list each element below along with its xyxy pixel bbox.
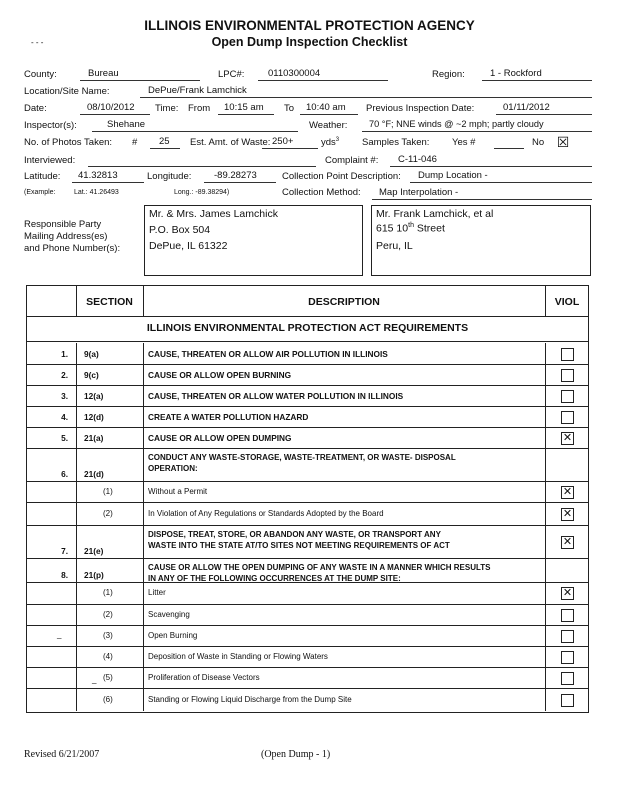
- viol-checkbox[interactable]: [561, 630, 574, 643]
- time-label: Time:: [155, 103, 179, 114]
- viol-checkbox[interactable]: [561, 348, 574, 361]
- photos-label: No. of Photos Taken:: [24, 137, 113, 148]
- collection-method-value[interactable]: Map Interpolation -: [379, 187, 459, 198]
- page-label: (Open Dump - 1): [261, 749, 331, 760]
- row-description: CREATE A WATER POLLUTION HAZARD: [148, 412, 309, 422]
- row-section: (5): [103, 673, 113, 682]
- viol-checkbox[interactable]: [561, 672, 574, 685]
- row-number: 2.: [61, 370, 68, 380]
- row-description: CAUSE OR ALLOW OPEN BURNING: [148, 370, 292, 380]
- row-description: CAUSE OR ALLOW THE OPEN DUMPING OF ANY WASTE IN A MANNER WHICH RESULTS IN ANY OF THE FOLLOWING OCCURRENCES AT THE DUMP SITE:: [148, 563, 491, 583]
- party-label-1: Responsible Party: [24, 219, 102, 230]
- region-value[interactable]: 1 - Rockford: [490, 68, 542, 79]
- longitude-value[interactable]: -89.28273: [214, 170, 257, 181]
- viol-checkbox[interactable]: ✕: [562, 536, 573, 548]
- viol-checkbox[interactable]: [561, 390, 574, 403]
- row-description: CAUSE, THREATEN OR ALLOW WATER POLLUTION IN ILLINOIS: [148, 391, 404, 401]
- collection-point-value[interactable]: Dump Location -: [418, 170, 488, 181]
- row-section: (2): [103, 610, 113, 619]
- latitude-label: Latitude:: [24, 171, 61, 182]
- row-section: 12(a): [84, 391, 104, 401]
- complaint-label: Complaint #:: [325, 155, 379, 166]
- viol-checkbox[interactable]: ✕: [562, 432, 573, 444]
- row-description: Open Burning: [148, 631, 198, 640]
- viol-checkbox[interactable]: ✕: [562, 486, 573, 498]
- collection-point-label: Collection Point Description:: [282, 171, 401, 182]
- revised-date: Revised 6/21/2007: [24, 749, 100, 760]
- row-number: 3.: [61, 391, 68, 401]
- samples-no-label: No: [532, 137, 545, 148]
- lpc-value[interactable]: 0110300004: [268, 68, 321, 79]
- row-number: 6.: [61, 469, 68, 479]
- complaint-value[interactable]: C-11-046: [398, 154, 437, 165]
- to-label: To: [284, 103, 295, 114]
- region-label: Region:: [432, 69, 465, 80]
- party-address-box-1[interactable]: [144, 205, 363, 276]
- samples-no-checkbox[interactable]: ☒: [556, 134, 570, 150]
- row-description: Litter: [148, 588, 166, 597]
- from-label: From: [188, 103, 211, 114]
- col-description-header: DESCRIPTION: [308, 296, 380, 308]
- location-label: Location/Site Name:: [24, 86, 110, 97]
- row-description: In Violation of Any Regulations or Standards Adopted by the Board: [148, 509, 384, 518]
- viol-checkbox[interactable]: ✕: [562, 587, 573, 599]
- party1-line3: DePue, IL 61322: [149, 240, 228, 252]
- row-section: 21(p): [84, 570, 104, 580]
- row-section: 21(d): [84, 469, 104, 479]
- row-number: 4.: [61, 412, 68, 422]
- row-section: 9(c): [84, 370, 99, 380]
- example-label: (Example:: [24, 189, 56, 196]
- interviewed-label: Interviewed:: [24, 155, 76, 166]
- viol-checkbox[interactable]: [561, 694, 574, 707]
- waste-label: Est. Amt. of Waste:: [190, 137, 271, 148]
- party-label-2: Mailing Address(es): [24, 231, 108, 242]
- row-section: (3): [103, 631, 113, 640]
- row-description: CAUSE OR ALLOW OPEN DUMPING: [148, 433, 292, 443]
- viol-checkbox[interactable]: [561, 369, 574, 382]
- row-section: 9(a): [84, 349, 99, 359]
- row-section: (2): [103, 509, 113, 518]
- party2-line2: 615 10th Street: [376, 222, 445, 235]
- row-description: Proliferation of Disease Vectors: [148, 673, 260, 682]
- row-number: 5.: [61, 433, 68, 443]
- example-lat: Lat.: 41.26493: [74, 189, 119, 196]
- party1-line1: Mr. & Mrs. James Lamchick: [149, 208, 278, 220]
- row-description: Without a Permit: [148, 487, 208, 496]
- row-description: CAUSE, THREATEN OR ALLOW AIR POLLUTION IN ILLINOIS: [148, 349, 388, 359]
- photos-value[interactable]: 25: [159, 136, 170, 147]
- weather-value[interactable]: 70 °F; NNE winds @ ~2 mph; partly cloudy: [369, 119, 544, 129]
- location-value[interactable]: DePue/Frank Lamchick: [148, 85, 247, 96]
- row-section: 21(a): [84, 433, 104, 443]
- viol-checkbox[interactable]: ✕: [562, 508, 573, 520]
- party2-line1: Mr. Frank Lamchick, et al: [376, 208, 494, 220]
- col-section-header: SECTION: [86, 296, 133, 308]
- date-value[interactable]: 08/10/2012: [87, 102, 135, 113]
- county-value[interactable]: Bureau: [88, 68, 119, 79]
- latitude-value[interactable]: 41.32813: [78, 170, 118, 181]
- time-from-value[interactable]: 10:15 am: [224, 102, 264, 113]
- row-section: (4): [103, 652, 113, 661]
- example-lon: Long.: -89.38294): [174, 189, 230, 196]
- photos-hash: #: [132, 137, 138, 148]
- waste-value[interactable]: 250+: [272, 136, 294, 147]
- viol-checkbox[interactable]: [561, 609, 574, 622]
- row-section: 12(d): [84, 412, 104, 422]
- row-description: Scavenging: [148, 610, 190, 619]
- party1-line2: P.O. Box 504: [149, 224, 211, 236]
- agency-title: ILLINOIS ENVIRONMENTAL PROTECTION AGENCY: [144, 18, 475, 33]
- prev-inspection-label: Previous Inspection Date:: [366, 103, 475, 114]
- samples-yes-label: Yes #: [452, 137, 476, 148]
- collection-method-label: Collection Method:: [282, 187, 361, 198]
- party-address-box-2[interactable]: [371, 205, 591, 276]
- viol-checkbox[interactable]: [561, 411, 574, 424]
- date-label: Date:: [24, 103, 47, 114]
- group-title: ILLINOIS ENVIRONMENTAL PROTECTION ACT REQUIREMENTS: [146, 322, 469, 334]
- row-section: (6): [103, 695, 113, 704]
- row-number: 8.: [61, 570, 68, 580]
- prev-inspection-value[interactable]: 01/11/2012: [503, 102, 550, 113]
- samples-label: Samples Taken:: [362, 137, 430, 148]
- inspector-value[interactable]: Shehane: [107, 119, 146, 130]
- time-to-value[interactable]: 10:40 am: [306, 102, 346, 113]
- row-description: Standing or Flowing Liquid Discharge from the Dump Site: [148, 695, 352, 704]
- waste-unit: yds$^3$: [321, 137, 340, 149]
- row-description: DISPOSE, TREAT, STORE, OR ABANDON ANY WASTE, OR TRANSPORT ANY WASTE INTO THE STATE AT/TO SITES NOT MEETING REQUIREMENTS OF ACT: [148, 530, 450, 550]
- row-section: (1): [103, 588, 113, 597]
- row-number: 1.: [61, 349, 68, 359]
- margin-mark-1: _: [57, 630, 62, 639]
- row-number: 7.: [61, 546, 68, 556]
- inspector-label: Inspector(s):: [24, 120, 77, 131]
- viol-checkbox[interactable]: [561, 651, 574, 664]
- row-description: CONDUCT ANY WASTE-STORAGE, WASTE-TREATMENT, OR WASTE- DISPOSAL OPERATION:: [148, 453, 456, 473]
- row-description: Deposition of Waste in Standing or Flowing Waters: [148, 652, 328, 661]
- row-section: (1): [103, 487, 113, 496]
- corner-mark: - - -: [31, 38, 44, 47]
- party2-line3: Peru, IL: [376, 240, 413, 252]
- margin-mark-2: _: [92, 675, 97, 684]
- weather-label: Weather:: [309, 120, 348, 131]
- longitude-label: Longitude:: [147, 171, 192, 182]
- county-label: County:: [24, 69, 57, 80]
- lpc-label: LPC#:: [218, 69, 245, 80]
- party-label-3: and Phone Number(s):: [24, 243, 121, 254]
- col-viol-header: VIOL: [554, 296, 580, 308]
- row-section: 21(e): [84, 546, 104, 556]
- form-title: Open Dump Inspection Checklist: [211, 35, 408, 49]
